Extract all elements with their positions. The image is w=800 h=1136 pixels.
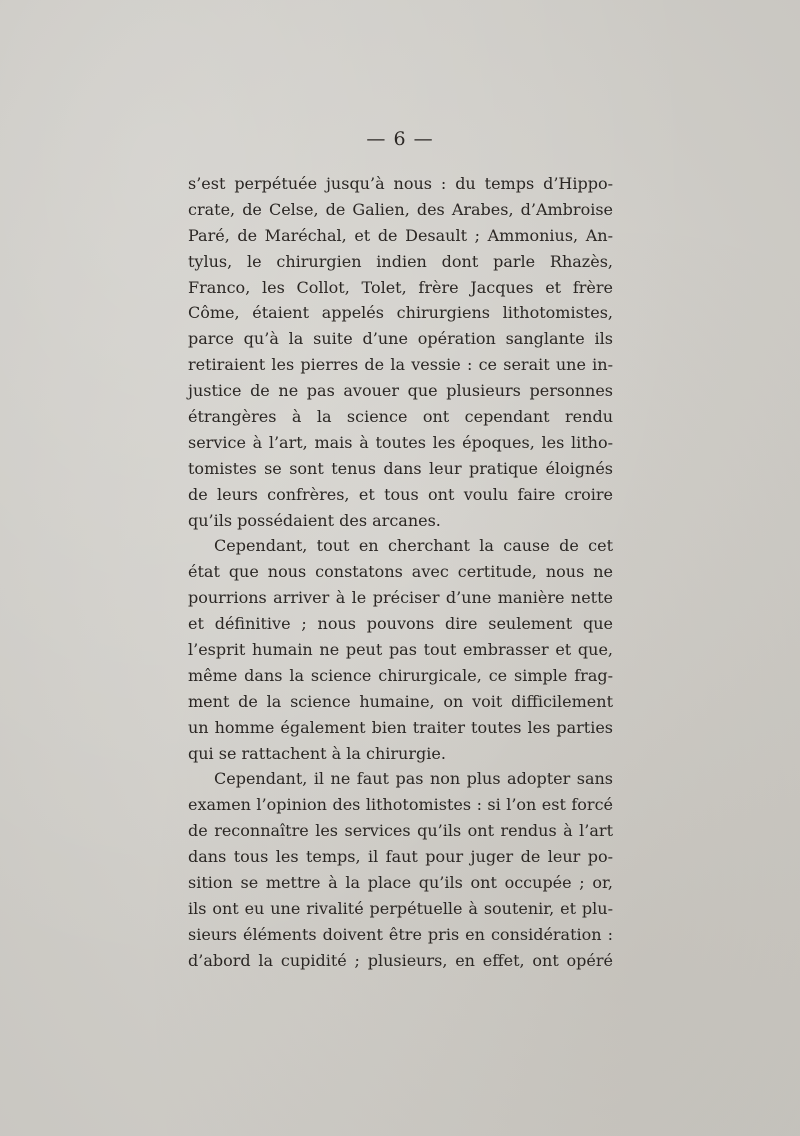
text-line: sieurs éléments doivent être pris en considération : bbox=[188, 924, 613, 944]
text-line: ils ont eu une rivalité perpétuelle à soutenir, et plu- bbox=[188, 898, 613, 918]
text-line: Franco, les Collot, Tolet, frère Jacques et frère bbox=[188, 277, 613, 297]
text-line: pourrions arriver à le préciser d’une manière nette bbox=[188, 588, 613, 608]
text-line: retiraient les pierres de la vessie : ce serait une in- bbox=[188, 355, 613, 375]
text-line: s’est perpétuée jusqu’à nous : du temps d’Hippo- bbox=[188, 174, 613, 193]
text-line: de leurs confrères, et tous ont voulu faire croire bbox=[188, 484, 613, 504]
text-line: justice de ne pas avouer que plusieurs personnes bbox=[188, 381, 613, 401]
text-line: état que nous constatons avec certitude, nous ne bbox=[188, 562, 613, 582]
text-line: parce qu’à la suite d’une opération sanglante ils bbox=[188, 329, 613, 349]
text-line: Cependant, tout en cherchant la cause de cet bbox=[214, 536, 613, 556]
text-line: examen l’opinion des lithotomistes : si l’on est forcé bbox=[188, 795, 613, 815]
body-text bbox=[188, 171, 613, 974]
text-line: étrangères à la science ont cependant rendu bbox=[188, 407, 613, 427]
text-line: qu’ils possédaient des arcanes. bbox=[188, 510, 441, 530]
text-line: Cependant, il ne faut pas non plus adopter sans bbox=[214, 769, 613, 789]
text-line: crate, de Celse, de Galien, des Arabes, d’Ambroise bbox=[188, 199, 613, 219]
text-line: service à l’art, mais à toutes les époques, les litho- bbox=[188, 432, 613, 452]
text-line: ment de la science humaine, on voit difficilement bbox=[188, 691, 613, 711]
text-line: même dans la science chirurgicale, ce simple frag- bbox=[188, 665, 613, 685]
page-number: — 6 — bbox=[366, 128, 434, 150]
text-line: et définitive ; nous pouvons dire seulement que bbox=[188, 614, 613, 634]
text-line: Côme, étaient appelés chirurgiens lithotomistes, bbox=[188, 303, 613, 323]
text-line: un homme également bien traiter toutes les parties bbox=[188, 717, 613, 737]
text-line: sition se mettre à la place qu’ils ont occupée ; or, bbox=[188, 873, 613, 893]
text-line: dans tous les temps, il faut pour juger de leur po- bbox=[188, 847, 613, 867]
text-line: Paré, de Maréchal, et de Desault ; Ammonius, An- bbox=[188, 225, 613, 245]
text-line: d’abord la cupidité ; plusieurs, en effet, ont opéré bbox=[188, 950, 613, 970]
text-line: l’esprit humain ne peut pas tout embrasser et que, bbox=[188, 640, 613, 660]
text-line: tomistes se sont tenus dans leur pratique éloignés bbox=[188, 458, 613, 478]
text-line: qui se rattachent à la chirurgie. bbox=[188, 743, 446, 763]
text-line: tylus, le chirurgien indien dont parle Rhazès, bbox=[188, 251, 613, 271]
text-line: de reconnaître les services qu’ils ont rendus à l’art bbox=[188, 821, 613, 841]
